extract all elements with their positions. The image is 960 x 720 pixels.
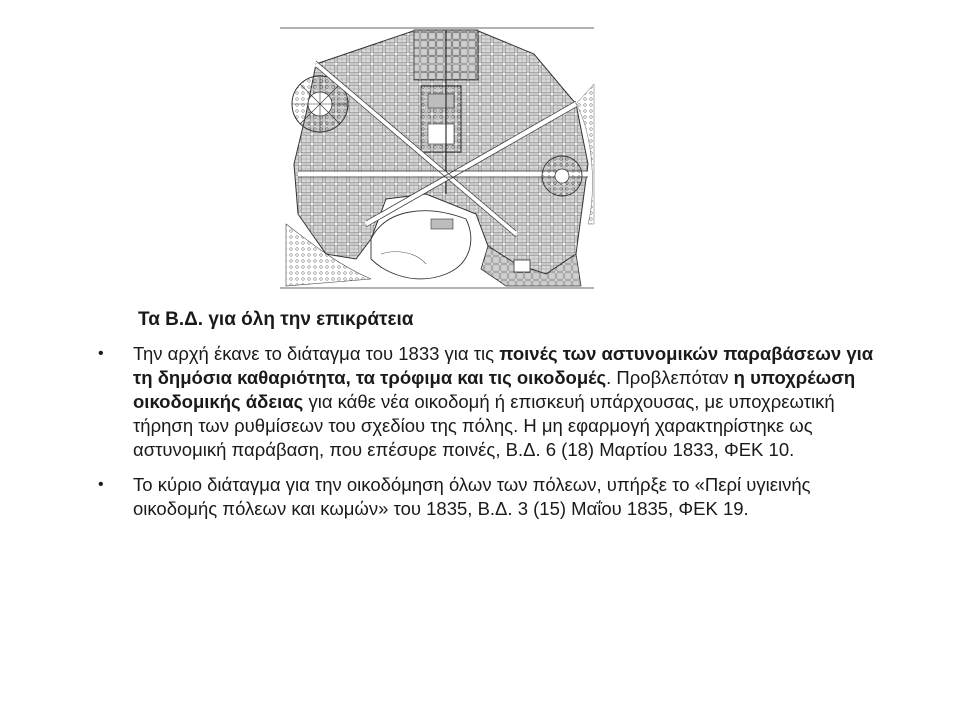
bullet-text: Το κύριο διάταγμα για την οικοδόμηση όλων των πόλεων, υπήρξε το «Περί υγιεινής οικοδομής πόλεων και κωμών» του 1835, Β.Δ. 3 (15) Μαΐου 1835, ΦΕΚ 19. [133,474,811,519]
bullet-item-decree-1833 [96,342,886,462]
bullet-text: για κάθε νέα οικοδομή ή επισκευή υπάρχουσας, με υποχρεωτική τήρηση των ρυθμίσεων του σχεδίου της πόλης. Η μη εφαρμογή χαρακτηρίστηκε ως αστυνομική παράβαση, που επέσυρε ποινές, Β.Δ. 6 (18) Μαρτίου 1833, ΦΕΚ 10. [133,391,835,460]
bullet-dot: • [98,345,104,362]
bullet-item-decree-1835 [96,473,886,521]
bullet-bold-text: η υποχρέωση οικοδομικής άδειας [133,367,856,412]
city-plan-image [276,24,598,292]
bullet-bold-text: ποινές των αστυνομικών παραβάσεων για τη δημόσια καθαριότητα, τα τρόφιμα και τις οικοδομές [133,343,874,388]
city-plan-drawing [276,24,598,292]
bullet-text: . Προβλεπόταν [606,367,734,388]
bullet-dot: • [98,476,104,493]
slide-heading: Τα Β.Δ. για όλη την επικράτεια [138,309,414,330]
bullet-text: Την αρχή έκανε το διάταγμα του 1833 για τις [133,343,500,364]
bullet-list [96,342,886,532]
